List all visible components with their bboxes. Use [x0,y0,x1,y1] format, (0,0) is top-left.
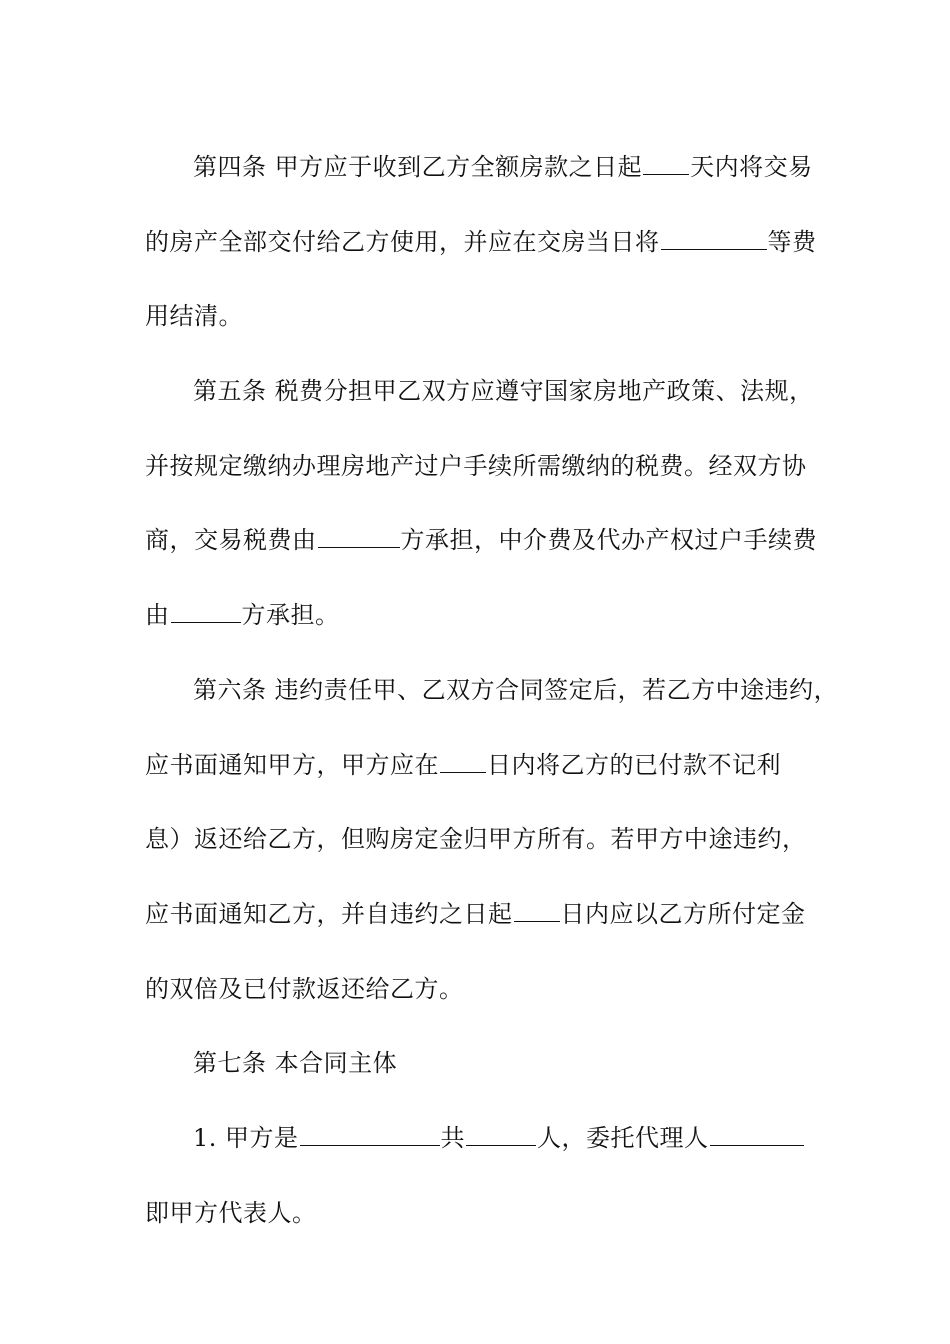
article-4-line-2 [145,205,817,280]
fill-blank-party-a-count [466,1123,536,1146]
text-segment: 1. 甲方是 [193,1123,299,1152]
article-5-line-4 [145,578,810,653]
text-segment: 方承担。 [241,601,340,630]
text-segment: 由 [145,601,170,630]
text-segment: 第五条 税费分担甲乙双方应遵守国家房地产政策、法规， [193,377,814,406]
fill-blank-agency-party [171,600,241,623]
text-segment: 并按规定缴纳办理房地产过户手续所需缴纳的税费。经双方协 [145,451,807,480]
text-segment: 息）返还给乙方，但购房定金归甲方所有。若甲方中途违约， [145,825,807,854]
text-segment: 第四条 甲方应于收到乙方全额房款之日起 [193,153,643,181]
text-segment: 的房产全部交付给乙方使用，并应在交房当日将 [145,227,660,256]
article-5-line-3 [145,503,817,578]
text-segment: 第七条 本合同主体 [193,1049,398,1078]
text-segment: 等费 [767,227,817,256]
article-6-line-3 [145,802,810,877]
article-5-line-1 [145,354,814,429]
article-5-line-2 [145,429,810,504]
text-segment: 日内应以乙方所付定金 [560,899,806,928]
text-segment: 日内将乙方的已付款不记利 [487,750,781,779]
article-7-item-1-cont [145,1176,810,1251]
fill-blank-refund-days [440,750,486,773]
text-segment: 商，交易税费由 [145,526,317,555]
article-7-item-1 [145,1101,810,1176]
text-segment: 即甲方代表人。 [145,1198,317,1227]
fill-blank-party-a-name [300,1123,440,1146]
text-segment: 应书面通知乙方，并自违约之日起 [145,899,513,928]
text-segment: 应书面通知甲方，甲方应在 [145,750,439,779]
text-segment: 用结清。 [145,302,243,331]
fill-blank-tax-party [318,525,400,548]
fill-blank-fees [661,227,767,250]
text-segment: 共 [440,1123,466,1152]
article-7-heading [145,1026,810,1101]
fill-blank-days [643,152,689,175]
text-segment: 的双倍及已付款返还给乙方。 [145,974,464,1003]
contract-text [145,130,839,1250]
text-segment: 人，委托代理人 [537,1123,709,1152]
article-6-line-2 [145,728,810,803]
article-4-line-3 [145,279,810,354]
fill-blank-penalty-days [514,899,560,922]
text-segment: 方承担，中介费及代办产权过户手续费 [400,526,817,555]
article-6-line-4 [145,877,810,952]
article-6-line-1 [145,653,839,728]
article-6-line-5 [145,952,810,1027]
fill-blank-agent-name [710,1123,804,1146]
text-segment: 天内将交易 [690,153,813,181]
text-segment: 第六条 违约责任甲、乙双方合同签定后，若乙方中途违约， [193,675,839,704]
article-4-line-1 [145,130,813,205]
